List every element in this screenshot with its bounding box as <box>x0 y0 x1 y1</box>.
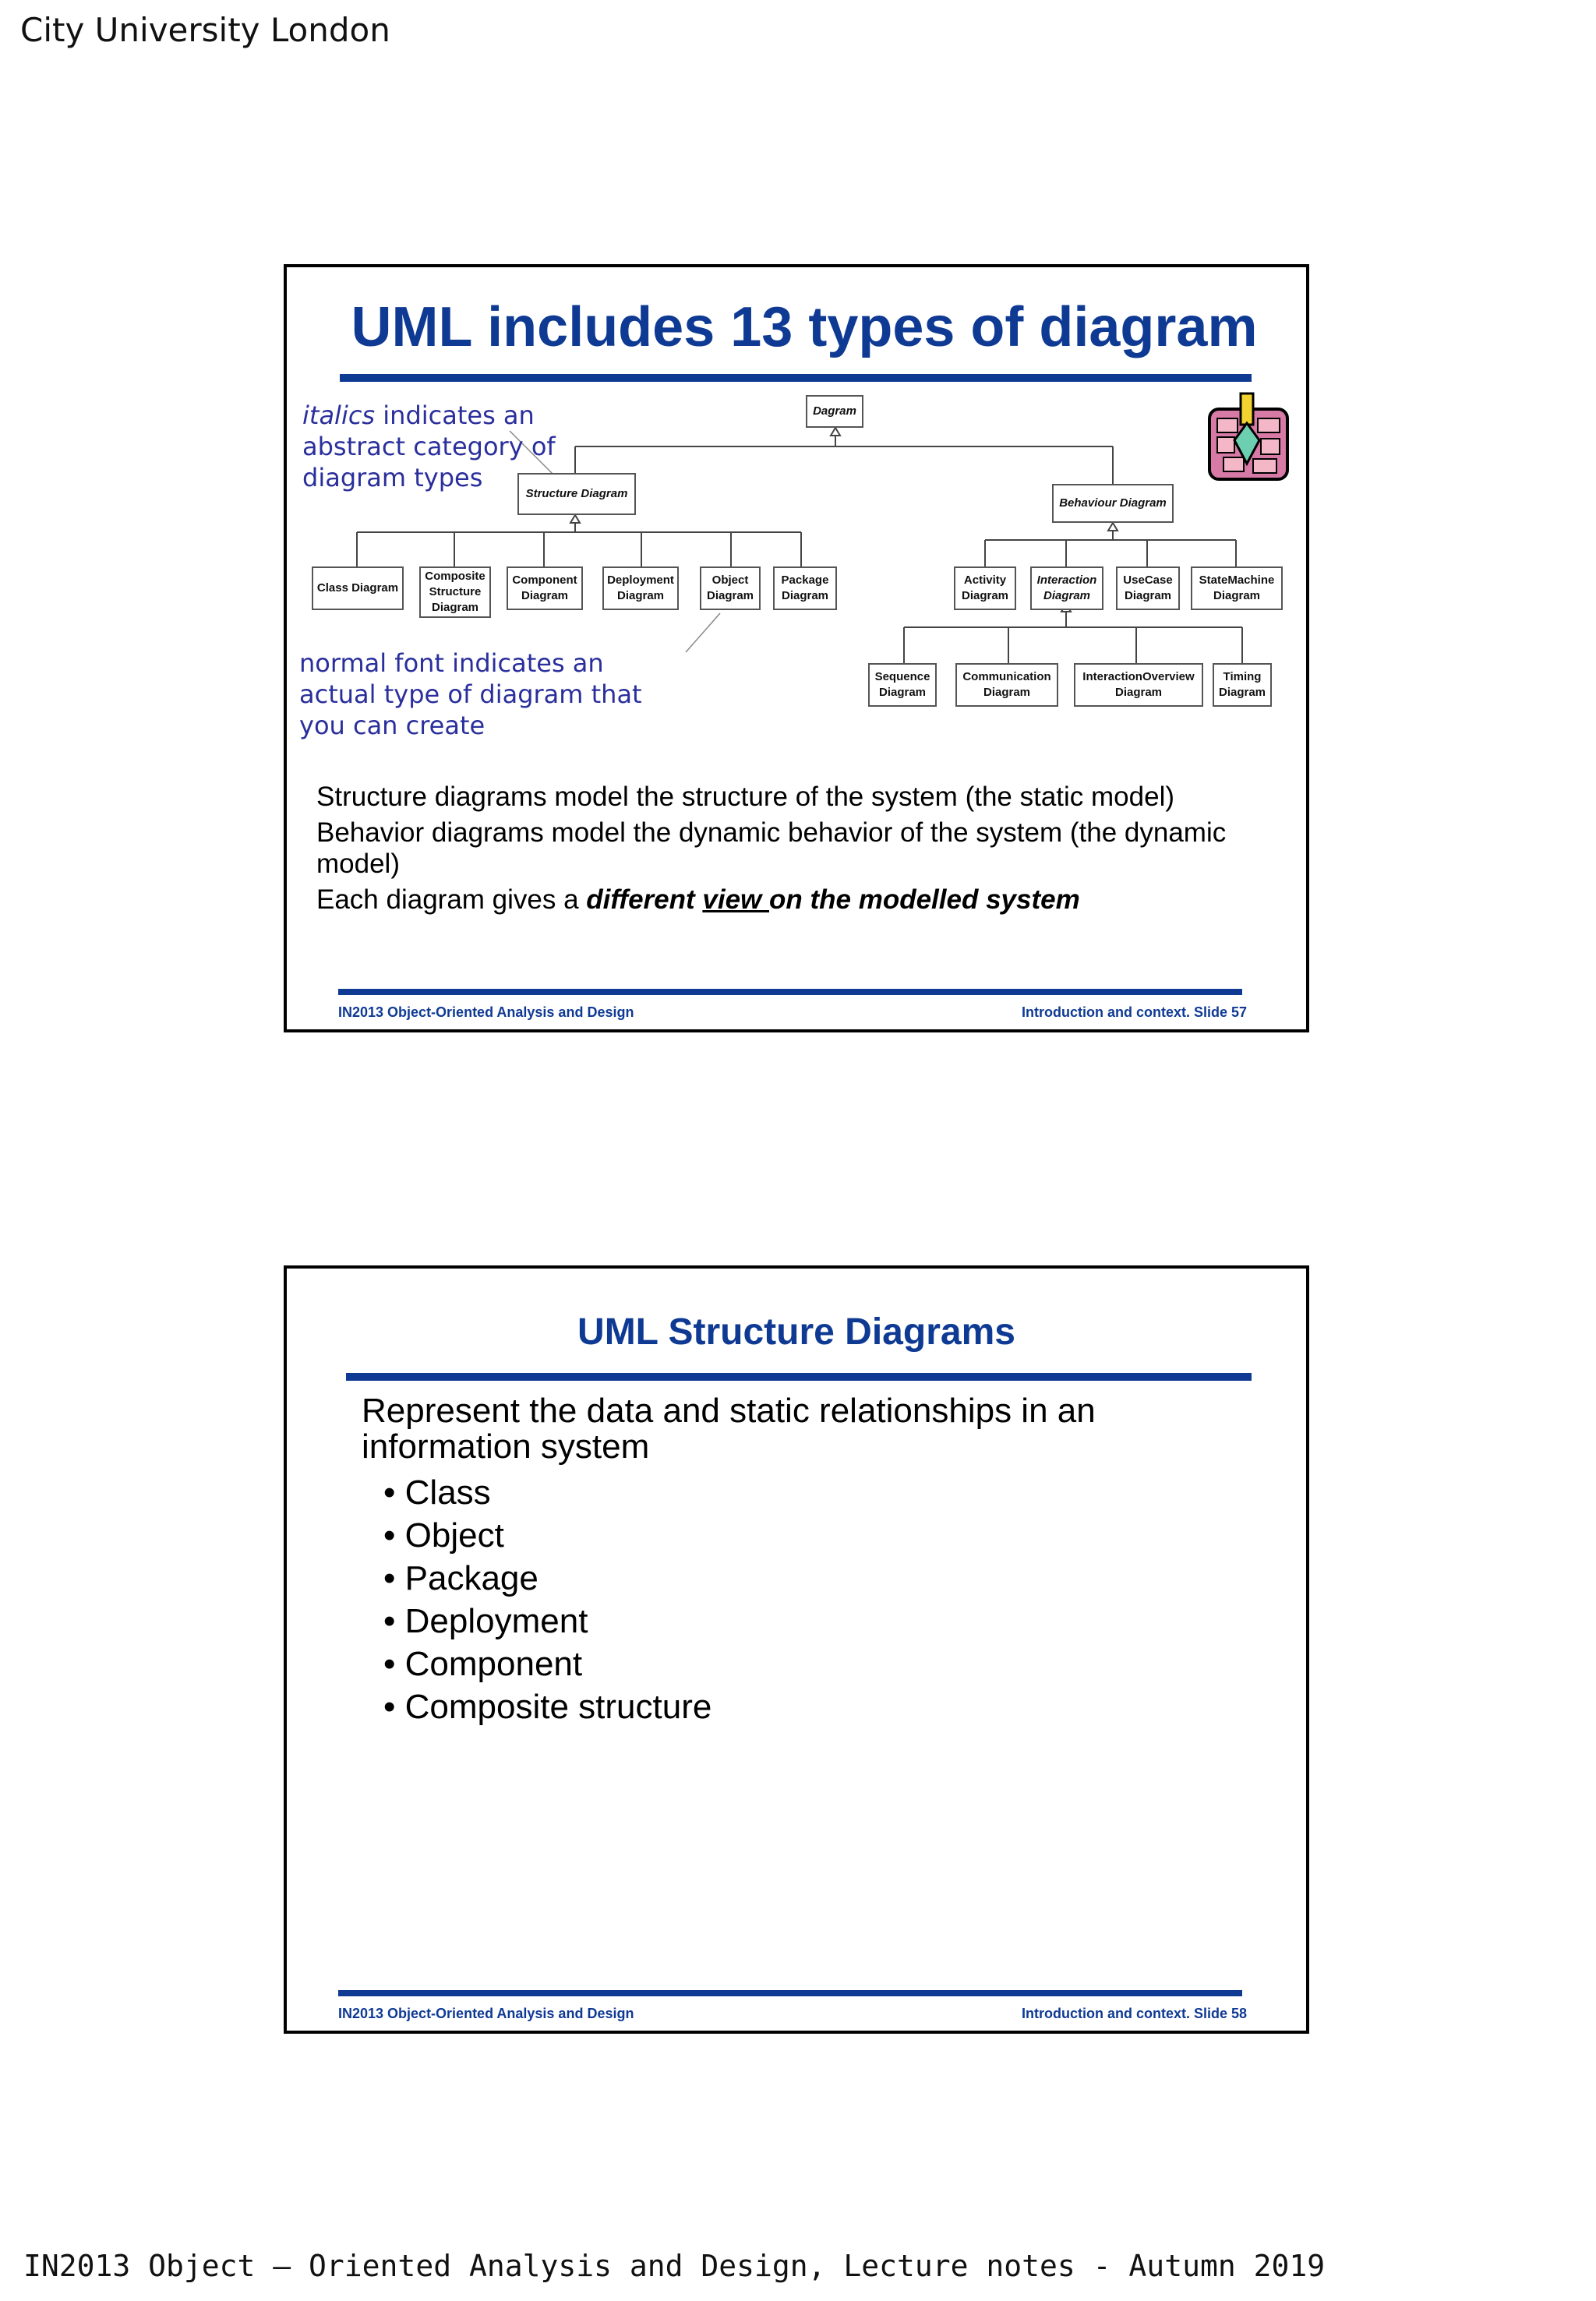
page-header: City University London <box>20 11 390 49</box>
component-diagram-box: Component Diagram <box>507 566 583 610</box>
slide-58 <box>284 1265 1309 2034</box>
slide-body <box>316 782 1283 920</box>
toolbox-clipart-icon <box>1203 392 1294 485</box>
slide-footer-number: Introduction and context. Slide 57 <box>1021 1004 1247 1020</box>
list-item: • Package <box>383 1557 1219 1600</box>
class-diagram-box: Class Diagram <box>312 566 404 610</box>
body-intro: Represent the data and static relationships in an information system <box>362 1392 1096 1466</box>
list-item: • Deployment <box>383 1600 1219 1643</box>
body-line-views-emphasis: different view on the modelled system <box>586 884 1080 915</box>
diagram-root-box: Dagram <box>806 395 863 428</box>
list-item: • Object <box>383 1514 1219 1557</box>
list-item: • Class <box>383 1471 1219 1514</box>
page-footer: IN2013 Object – Oriented Analysis and Design, Lecture notes - Autumn 2019 <box>23 2249 1326 2283</box>
slide-body <box>362 1393 1219 1728</box>
slide-57 <box>284 264 1309 1032</box>
italics-word: italics <box>302 401 376 430</box>
normal-font-note: normal font indicates an actual type of diagram that you can create <box>299 648 642 740</box>
package-diagram-box: Package Diagram <box>773 566 837 610</box>
structure-diagram-box: Structure Diagram <box>517 473 636 515</box>
object-diagram-box: Object Diagram <box>700 566 761 610</box>
body-line-behavior: Behavior diagrams model the dynamic behavior of the system (the dynamic model) <box>316 817 1227 879</box>
composite-structure-diagram-box: Composite Structure Diagram <box>419 566 491 618</box>
timing-diagram-box: Timing Diagram <box>1213 663 1272 707</box>
slide-footer-number: Introduction and context. Slide 58 <box>1021 2006 1247 2021</box>
interactionoverview-diagram-box: InteractionOverview Diagram <box>1074 663 1203 707</box>
body-line-views-pre: Each diagram gives a <box>316 884 587 915</box>
list-item: • Composite structure <box>383 1685 1219 1728</box>
body-line-structure: Structure diagrams model the structure of the system (the static model) <box>316 782 1174 812</box>
footer-rule <box>338 1990 1242 1996</box>
slide-title: UML Structure Diagrams <box>577 1311 1015 1353</box>
italics-note-rest: indicates an abstract category of diagram types <box>302 401 556 492</box>
slide-title: UML includes 13 types of diagram <box>351 296 1258 358</box>
structure-diagram-list <box>362 1471 1219 1728</box>
behaviour-diagram-box: Behaviour Diagram <box>1052 484 1174 523</box>
title-rule <box>346 1373 1252 1381</box>
slide-footer-course: IN2013 Object-Oriented Analysis and Design <box>338 2006 634 2021</box>
footer-rule <box>338 989 1242 995</box>
list-item: • Component <box>383 1643 1219 1685</box>
body-line-views <box>316 884 1283 916</box>
usecase-diagram-box: UseCase Diagram <box>1116 566 1180 610</box>
statemachine-diagram-box: StateMachine Diagram <box>1191 566 1283 610</box>
slide-footer-course: IN2013 Object-Oriented Analysis and Design <box>338 1004 634 1020</box>
activity-diagram-box: Activity Diagram <box>954 566 1016 610</box>
deployment-diagram-box: Deployment Diagram <box>602 566 679 610</box>
interaction-diagram-box: Interaction Diagram <box>1030 566 1103 610</box>
sequence-diagram-box: Sequence Diagram <box>868 663 937 707</box>
communication-diagram-box: Communication Diagram <box>955 663 1058 707</box>
